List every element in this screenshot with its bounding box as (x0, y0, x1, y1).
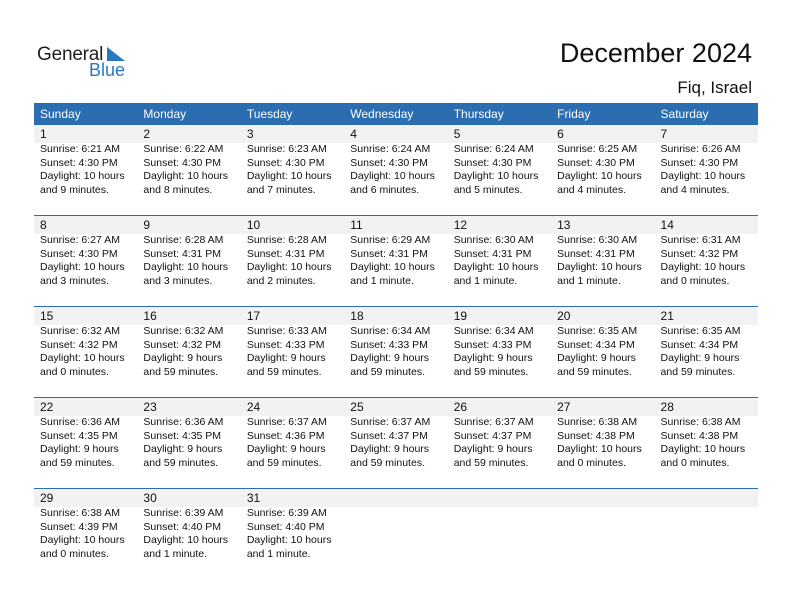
day-cell (137, 307, 240, 379)
day-daylight2-text: and 5 minutes. (453, 183, 523, 196)
day-daylight2-text: and 0 minutes. (557, 456, 626, 469)
day-cell (448, 307, 551, 379)
day-sunrise-text: Sunrise: 6:28 AM (143, 234, 224, 246)
day-sunrise-text: Sunrise: 6:25 AM (557, 143, 638, 155)
week-row (34, 397, 758, 488)
weekday-wednesday: Wednesday (350, 107, 414, 121)
day-daylight1-text: Daylight: 9 hours (246, 352, 326, 364)
day-sunset-text: Sunset: 4:31 PM (350, 247, 428, 260)
week-cells (34, 125, 758, 197)
day-daylight1-text: Daylight: 9 hours (246, 443, 326, 455)
day-daylight2-text: and 0 minutes. (660, 274, 730, 287)
day-daylight2-text: and 1 minute. (246, 547, 311, 560)
day-daylight1-text: Daylight: 10 hours (143, 261, 229, 273)
day-daylight1-text: Daylight: 10 hours (453, 261, 539, 273)
day-number: 23 (143, 400, 157, 414)
day-daylight2-text: and 1 minute. (350, 274, 414, 287)
weekday-friday: Friday (557, 107, 591, 121)
day-daylight1-text: Daylight: 10 hours (143, 170, 229, 182)
day-sunrise-text: Sunrise: 6:39 AM (143, 507, 224, 519)
day-daylight1-text: Daylight: 10 hours (40, 261, 125, 273)
day-cell (34, 489, 137, 561)
day-number: 3 (246, 127, 254, 141)
day-cell (655, 125, 758, 197)
brand-word-blue: Blue (89, 60, 126, 80)
week-cells (34, 489, 758, 561)
day-sunrise-text: Sunrise: 6:37 AM (453, 416, 534, 428)
week-cells (34, 307, 758, 379)
day-daylight1-text: Daylight: 10 hours (350, 170, 435, 182)
week-cells (34, 398, 758, 470)
day-number: 17 (246, 309, 261, 323)
day-daylight1-text: Daylight: 10 hours (143, 534, 229, 546)
day-sunset-text: Sunset: 4:33 PM (246, 338, 325, 351)
day-number: 2 (143, 127, 151, 141)
day-cell (241, 489, 344, 561)
day-sunset-text: Sunset: 4:32 PM (660, 247, 739, 260)
day-cell (551, 398, 654, 470)
day-sunrise-text: Sunrise: 6:22 AM (143, 143, 224, 155)
day-number: 13 (557, 218, 571, 232)
day-cell (137, 125, 240, 197)
day-sunrise-text: Sunrise: 6:32 AM (143, 325, 224, 337)
day-daylight1-text: Daylight: 9 hours (453, 352, 533, 364)
day-cell (344, 216, 447, 288)
day-sunset-text: Sunset: 4:32 PM (143, 338, 222, 351)
day-number: 25 (350, 400, 364, 414)
day-sunrise-text: Sunrise: 6:29 AM (350, 234, 431, 246)
day-daylight1-text: Daylight: 10 hours (660, 261, 746, 273)
weekday-sunday: Sunday (40, 107, 81, 121)
day-cell (448, 398, 551, 470)
day-number: 30 (143, 491, 157, 505)
day-cell (551, 307, 654, 379)
week-row (34, 125, 758, 215)
day-number: 29 (40, 491, 54, 505)
day-sunset-text: Sunset: 4:38 PM (557, 429, 635, 442)
day-daylight2-text: and 3 minutes. (143, 274, 213, 287)
day-cell (448, 125, 551, 197)
day-daylight1-text: Daylight: 10 hours (40, 170, 125, 182)
day-sunrise-text: Sunrise: 6:34 AM (453, 325, 534, 337)
day-daylight2-text: and 59 minutes. (246, 365, 322, 378)
day-daylight2-text: and 59 minutes. (143, 365, 219, 378)
day-number: 24 (246, 400, 261, 414)
day-number: 7 (660, 127, 668, 141)
day-sunset-text: Sunset: 4:30 PM (40, 247, 118, 260)
day-daylight2-text: and 3 minutes. (40, 274, 109, 287)
day-daylight2-text: and 59 minutes. (350, 365, 425, 378)
day-daylight2-text: and 4 minutes. (557, 183, 626, 196)
day-daylight2-text: and 1 minute. (143, 547, 208, 560)
day-cell (137, 216, 240, 288)
day-cell (137, 398, 240, 470)
day-sunrise-text: Sunrise: 6:35 AM (557, 325, 638, 337)
day-sunrise-text: Sunrise: 6:30 AM (453, 234, 534, 246)
day-sunset-text: Sunset: 4:37 PM (453, 429, 532, 442)
day-daylight1-text: Daylight: 9 hours (453, 443, 533, 455)
day-sunrise-text: Sunrise: 6:38 AM (660, 416, 741, 428)
day-sunset-text: Sunset: 4:31 PM (453, 247, 532, 260)
day-sunset-text: Sunset: 4:30 PM (660, 156, 739, 169)
day-sunset-text: Sunset: 4:40 PM (246, 520, 325, 533)
day-daylight2-text: and 7 minutes. (246, 183, 316, 196)
day-sunset-text: Sunset: 4:30 PM (350, 156, 428, 169)
day-number: 14 (660, 218, 674, 232)
day-number: 4 (350, 127, 357, 141)
day-cell (241, 216, 344, 288)
day-daylight2-text: and 59 minutes. (246, 456, 322, 469)
day-daylight2-text: and 59 minutes. (143, 456, 219, 469)
day-number: 19 (453, 309, 468, 323)
day-daylight1-text: Daylight: 10 hours (40, 534, 125, 546)
day-cell (344, 398, 447, 470)
day-daylight1-text: Daylight: 10 hours (557, 443, 642, 455)
day-daylight1-text: Daylight: 9 hours (40, 443, 119, 455)
day-daylight2-text: and 8 minutes. (143, 183, 213, 196)
day-cell (344, 125, 447, 197)
day-daylight2-text: and 9 minutes. (40, 183, 109, 196)
day-sunset-text: Sunset: 4:34 PM (557, 338, 635, 351)
day-daylight1-text: Daylight: 10 hours (557, 261, 642, 273)
day-cell (344, 307, 447, 379)
day-sunset-text: Sunset: 4:34 PM (660, 338, 739, 351)
day-sunrise-text: Sunrise: 6:32 AM (40, 325, 120, 337)
day-daylight1-text: Daylight: 10 hours (453, 170, 539, 182)
day-sunrise-text: Sunrise: 6:37 AM (246, 416, 327, 428)
day-sunset-text: Sunset: 4:30 PM (143, 156, 222, 169)
weekday-tuesday: Tuesday (246, 107, 293, 121)
day-sunrise-text: Sunrise: 6:28 AM (246, 234, 327, 246)
day-daylight1-text: Daylight: 10 hours (246, 170, 332, 182)
day-number: 18 (350, 309, 364, 323)
brand-logo (37, 44, 147, 84)
day-daylight2-text: and 4 minutes. (660, 183, 730, 196)
day-sunset-text: Sunset: 4:40 PM (143, 520, 222, 533)
calendar-weeks (34, 125, 758, 579)
day-daylight2-text: and 59 minutes. (557, 365, 632, 378)
day-number: 8 (40, 218, 47, 232)
day-daylight1-text: Daylight: 10 hours (660, 443, 746, 455)
day-daylight1-text: Daylight: 9 hours (143, 352, 223, 364)
day-daylight1-text: Daylight: 10 hours (660, 170, 746, 182)
day-number: 22 (40, 400, 54, 414)
day-cell (137, 489, 240, 561)
day-number: 10 (246, 218, 261, 232)
day-daylight2-text: and 6 minutes. (350, 183, 420, 196)
page-title: December 2024 (559, 38, 752, 68)
day-sunset-text: Sunset: 4:31 PM (143, 247, 222, 260)
day-daylight1-text: Daylight: 9 hours (143, 443, 223, 455)
day-cell (551, 216, 654, 288)
day-sunset-text: Sunset: 4:39 PM (40, 520, 118, 533)
day-daylight1-text: Daylight: 10 hours (557, 170, 642, 182)
day-daylight1-text: Daylight: 9 hours (660, 352, 740, 364)
day-sunrise-text: Sunrise: 6:24 AM (350, 143, 431, 155)
day-sunset-text: Sunset: 4:31 PM (557, 247, 635, 260)
day-sunset-text: Sunset: 4:31 PM (246, 247, 325, 260)
day-number: 9 (143, 218, 151, 232)
day-daylight2-text: and 59 minutes. (350, 456, 425, 469)
day-daylight2-text: and 0 minutes. (40, 547, 109, 560)
day-number: 1 (40, 127, 47, 141)
day-cell (241, 398, 344, 470)
day-sunrise-text: Sunrise: 6:27 AM (40, 234, 120, 246)
day-daylight2-text: and 2 minutes. (246, 274, 316, 287)
day-sunrise-text: Sunrise: 6:36 AM (143, 416, 224, 428)
day-sunrise-text: Sunrise: 6:23 AM (246, 143, 327, 155)
day-daylight1-text: Daylight: 10 hours (40, 352, 125, 364)
day-sunset-text: Sunset: 4:30 PM (40, 156, 118, 169)
day-cell (34, 398, 137, 470)
week-row (34, 488, 758, 579)
day-number: 21 (660, 309, 674, 323)
day-sunset-text: Sunset: 4:30 PM (557, 156, 635, 169)
day-daylight1-text: Daylight: 9 hours (350, 443, 430, 455)
weekday-thursday: Thursday (453, 107, 504, 121)
day-sunset-text: Sunset: 4:36 PM (246, 429, 325, 442)
day-cell (241, 307, 344, 379)
day-sunset-text: Sunset: 4:38 PM (660, 429, 739, 442)
day-daylight2-text: and 59 minutes. (453, 365, 529, 378)
day-sunrise-text: Sunrise: 6:39 AM (246, 507, 327, 519)
day-cell (551, 125, 654, 197)
week-row (34, 306, 758, 397)
day-number: 31 (246, 491, 261, 505)
day-sunset-text: Sunset: 4:33 PM (350, 338, 428, 351)
day-sunrise-text: Sunrise: 6:35 AM (660, 325, 741, 337)
day-daylight2-text: and 0 minutes. (660, 456, 730, 469)
day-sunset-text: Sunset: 4:37 PM (350, 429, 428, 442)
day-daylight2-text: and 1 minute. (557, 274, 621, 287)
day-daylight2-text: and 59 minutes. (453, 456, 529, 469)
day-number: 27 (557, 400, 571, 414)
day-sunset-text: Sunset: 4:33 PM (453, 338, 532, 351)
day-daylight1-text: Daylight: 10 hours (350, 261, 435, 273)
weekday-monday: Monday (143, 107, 187, 121)
day-sunrise-text: Sunrise: 6:26 AM (660, 143, 741, 155)
day-sunrise-text: Sunrise: 6:30 AM (557, 234, 638, 246)
day-sunset-text: Sunset: 4:30 PM (246, 156, 325, 169)
day-daylight1-text: Daylight: 9 hours (557, 352, 636, 364)
day-number: 6 (557, 127, 564, 141)
day-number: 28 (660, 400, 674, 414)
day-number: 15 (40, 309, 54, 323)
week-row (34, 215, 758, 306)
calendar-grid (34, 103, 758, 579)
day-number: 16 (143, 309, 157, 323)
day-daylight1-text: Daylight: 10 hours (246, 261, 332, 273)
day-number: 26 (453, 400, 468, 414)
day-daylight1-text: Daylight: 10 hours (246, 534, 332, 546)
day-sunset-text: Sunset: 4:35 PM (40, 429, 118, 442)
brand-word-general: General (37, 44, 104, 65)
day-cell (34, 307, 137, 379)
day-sunrise-text: Sunrise: 6:33 AM (246, 325, 327, 337)
day-sunset-text: Sunset: 4:32 PM (40, 338, 118, 351)
day-number: 11 (350, 218, 363, 232)
day-sunrise-text: Sunrise: 6:38 AM (557, 416, 638, 428)
weekday-saturday: Saturday (660, 107, 709, 121)
day-number: 20 (557, 309, 571, 323)
day-cell (655, 398, 758, 470)
day-sunrise-text: Sunrise: 6:36 AM (40, 416, 120, 428)
day-daylight1-text: Daylight: 9 hours (350, 352, 430, 364)
week-cells (34, 216, 758, 288)
day-cell (34, 125, 137, 197)
day-daylight2-text: and 59 minutes. (40, 456, 115, 469)
day-cell (448, 216, 551, 288)
day-number: 12 (453, 218, 468, 232)
day-cell (655, 216, 758, 288)
day-sunset-text: Sunset: 4:30 PM (453, 156, 532, 169)
day-cell (34, 216, 137, 288)
day-sunrise-text: Sunrise: 6:24 AM (453, 143, 534, 155)
day-cell (655, 307, 758, 379)
weekday-header (34, 103, 758, 125)
day-sunset-text: Sunset: 4:35 PM (143, 429, 222, 442)
day-daylight2-text: and 1 minute. (453, 274, 518, 287)
day-cell (241, 125, 344, 197)
day-sunrise-text: Sunrise: 6:34 AM (350, 325, 431, 337)
location-label: Fiq, Israel (677, 78, 752, 97)
day-number: 5 (453, 127, 461, 141)
day-daylight2-text: and 0 minutes. (40, 365, 109, 378)
day-sunrise-text: Sunrise: 6:37 AM (350, 416, 431, 428)
day-sunrise-text: Sunrise: 6:38 AM (40, 507, 120, 519)
day-daylight2-text: and 59 minutes. (660, 365, 736, 378)
day-sunrise-text: Sunrise: 6:21 AM (40, 143, 120, 155)
day-sunrise-text: Sunrise: 6:31 AM (660, 234, 741, 246)
